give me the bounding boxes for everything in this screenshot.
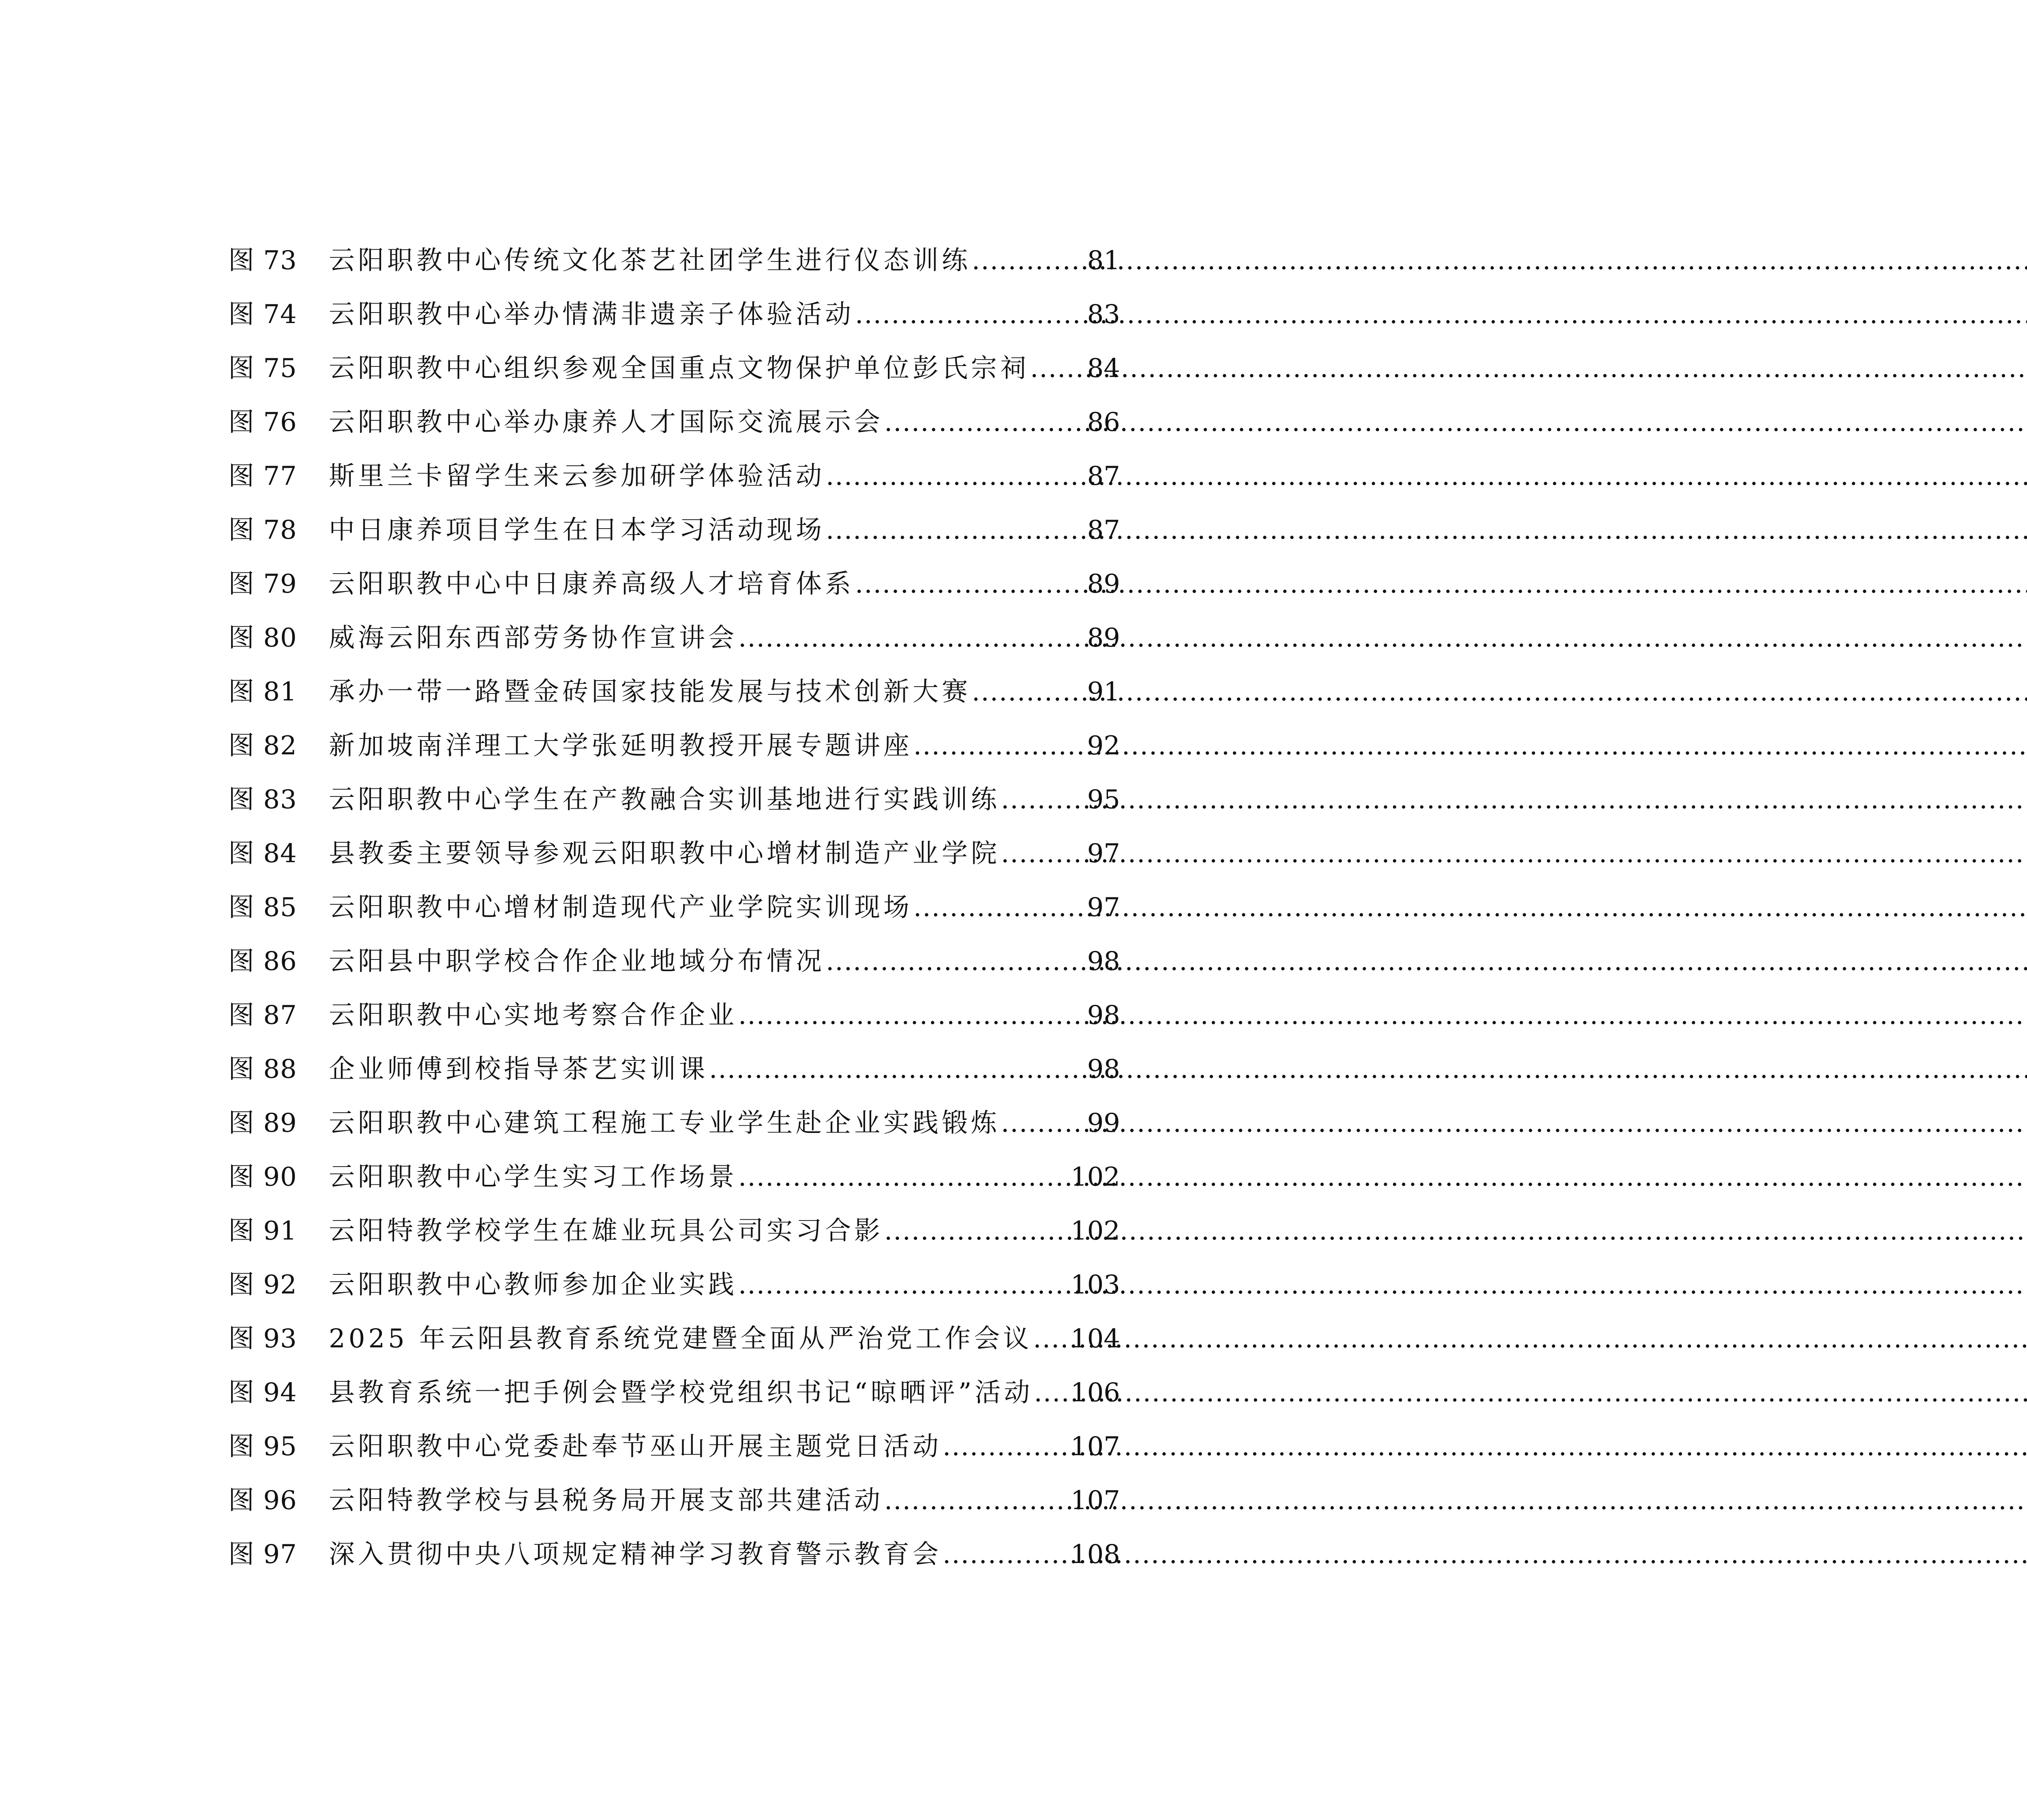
page-number: 87 <box>1087 515 1120 545</box>
figure-entry <box>228 342 1120 396</box>
figure-caption: 云阳职教中心教师参加企业实践 <box>329 1270 737 1300</box>
page-number: 103 <box>1070 1270 1120 1300</box>
page-number: 87 <box>1087 461 1120 491</box>
dot-leader <box>738 1150 1070 1204</box>
dot-leader <box>913 719 1086 773</box>
figure-caption: 云阳职教中心实地考察合作企业 <box>329 1000 737 1030</box>
figure-entry <box>228 719 1120 773</box>
page-number: 98 <box>1087 946 1120 976</box>
figure-number: 图 80 <box>228 623 297 653</box>
figure-caption: 承办一带一路暨金砖国家技能发展与技术创新大赛 <box>329 677 971 707</box>
figure-number: 图 76 <box>228 407 297 437</box>
dot-leader <box>855 557 1086 611</box>
figure-caption: 2025 年云阳县教育系统党建暨全面从严治党工作会议 <box>329 1324 1033 1354</box>
figure-caption: 中日康养项目学生在日本学习活动现场 <box>329 515 825 545</box>
figure-entry <box>228 234 1120 288</box>
figure-entry <box>228 1096 1120 1150</box>
dot-leader <box>738 989 1086 1043</box>
dot-leader <box>826 450 1086 503</box>
dot-leader <box>1001 827 1086 881</box>
figure-number: 图 94 <box>228 1378 297 1408</box>
figure-number: 图 73 <box>228 246 297 276</box>
figure-caption: 云阳职教中心举办康养人才国际交流展示会 <box>329 407 883 437</box>
figure-caption: 新加坡南洋理工大学张延明教授开展专题讲座 <box>329 731 913 761</box>
figure-entry <box>228 827 1120 881</box>
figure-number: 图 96 <box>228 1486 297 1516</box>
figure-entry <box>228 1043 1120 1096</box>
dot-leader <box>826 935 1086 989</box>
figure-caption: 深入贯彻中央八项规定精神学习教育警示教育会 <box>329 1540 942 1569</box>
page-number: 108 <box>1070 1540 1120 1569</box>
figure-caption: 云阳特教学校与县税务局开展支部共建活动 <box>329 1486 883 1516</box>
figure-entry <box>228 1420 1120 1474</box>
figure-caption: 云阳职教中心中日康养高级人才培育体系 <box>329 569 854 599</box>
figure-entry <box>228 450 1120 503</box>
dot-leader <box>826 503 1086 557</box>
dot-leader <box>738 1258 1070 1312</box>
page-number: 95 <box>1087 785 1120 815</box>
figure-number: 图 95 <box>228 1432 297 1462</box>
figure-entry <box>228 288 1120 342</box>
figure-entry <box>228 1204 1120 1258</box>
figure-caption: 企业师傅到校指导茶艺实训课 <box>329 1054 708 1084</box>
figure-entry <box>228 1528 1120 1582</box>
figure-list <box>228 234 1120 1582</box>
figure-number: 图 81 <box>228 677 297 707</box>
figure-caption: 云阳职教中心举办情满非遗亲子体验活动 <box>329 300 854 330</box>
figure-caption: 云阳职教中心学生实习工作场景 <box>329 1162 737 1192</box>
figure-number: 图 86 <box>228 946 297 976</box>
dot-leader <box>943 1528 1070 1582</box>
figure-number: 图 79 <box>228 569 297 599</box>
figure-number: 图 74 <box>228 300 297 330</box>
dot-leader <box>1001 773 1086 827</box>
page-number: 86 <box>1087 407 1120 437</box>
page-number: 107 <box>1070 1486 1120 1516</box>
dot-leader <box>1034 1366 1069 1420</box>
figure-number: 图 92 <box>228 1270 297 1300</box>
figure-entry <box>228 611 1120 665</box>
page-number: 97 <box>1087 839 1120 869</box>
figure-number: 图 89 <box>228 1108 297 1138</box>
page-number: 97 <box>1087 893 1120 923</box>
dot-leader <box>738 611 1086 665</box>
page-number: 92 <box>1087 731 1120 761</box>
page-number: 98 <box>1087 1054 1120 1084</box>
dot-leader <box>1033 1312 1070 1366</box>
figure-caption: 威海云阳东西部劳务协作宣讲会 <box>329 623 737 653</box>
figure-number: 图 87 <box>228 1000 297 1030</box>
figure-number: 图 78 <box>228 515 297 545</box>
figure-entry <box>228 665 1120 719</box>
figure-caption: 县教委主要领导参观云阳职教中心增材制造产业学院 <box>329 839 1000 869</box>
page-number: 99 <box>1087 1108 1120 1138</box>
page-number: 104 <box>1070 1324 1120 1354</box>
page-number: 102 <box>1070 1216 1120 1246</box>
page-number: 89 <box>1087 569 1120 599</box>
figure-caption: 县教育系统一把手例会暨学校党组织书记“晾晒评”活动 <box>329 1378 1033 1408</box>
figure-entry <box>228 1150 1120 1204</box>
dot-leader <box>943 1420 1070 1474</box>
figure-number: 图 77 <box>228 461 297 491</box>
figure-number: 图 85 <box>228 893 297 923</box>
figure-number: 图 90 <box>228 1162 297 1192</box>
figure-entry <box>228 557 1120 611</box>
page-number: 107 <box>1070 1432 1120 1462</box>
figure-caption: 云阳职教中心传统文化茶艺社团学生进行仪态训练 <box>329 246 971 276</box>
figure-caption: 云阳特教学校学生在雄业玩具公司实习合影 <box>329 1216 883 1246</box>
figure-entry <box>228 503 1120 557</box>
figure-caption: 云阳职教中心建筑工程施工专业学生赴企业实践锻炼 <box>329 1108 1000 1138</box>
page-number: 84 <box>1087 353 1120 383</box>
figure-caption: 云阳职教中心党委赴奉节巫山开展主题党日活动 <box>329 1432 942 1462</box>
figure-number: 图 83 <box>228 785 297 815</box>
figure-number: 图 93 <box>228 1324 297 1354</box>
figure-entry <box>228 396 1120 450</box>
dot-leader <box>884 396 1086 450</box>
figure-number: 图 75 <box>228 353 297 383</box>
figure-entry <box>228 881 1120 935</box>
dot-leader <box>972 234 1086 288</box>
dot-leader <box>1030 342 1086 396</box>
figure-number: 图 82 <box>228 731 297 761</box>
dot-leader <box>913 881 1086 935</box>
dot-leader <box>884 1204 1070 1258</box>
figure-entry <box>228 1312 1120 1366</box>
page-number: 81 <box>1087 246 1120 276</box>
figure-caption: 云阳职教中心增材制造现代产业学院实训现场 <box>329 893 913 923</box>
page-number: 106 <box>1070 1378 1120 1408</box>
page-number: 102 <box>1070 1162 1120 1192</box>
figure-caption: 云阳职教中心学生在产教融合实训基地进行实践训练 <box>329 785 1000 815</box>
figure-entry <box>228 935 1120 989</box>
dot-leader <box>855 288 1086 342</box>
dot-leader <box>1001 1096 1086 1150</box>
figure-caption: 云阳职教中心组织参观全国重点文物保护单位彭氏宗祠 <box>329 353 1029 383</box>
dot-leader <box>709 1043 1086 1096</box>
figure-number: 图 88 <box>228 1054 297 1084</box>
figure-number: 图 97 <box>228 1540 297 1569</box>
figure-number: 图 91 <box>228 1216 297 1246</box>
figure-entry <box>228 773 1120 827</box>
page-number: 89 <box>1087 623 1120 653</box>
figure-entry <box>228 1474 1120 1528</box>
figure-number: 图 84 <box>228 839 297 869</box>
page-number: 91 <box>1087 677 1120 707</box>
figure-caption: 斯里兰卡留学生来云参加研学体验活动 <box>329 461 825 491</box>
figure-entry <box>228 1366 1120 1420</box>
figure-caption: 云阳县中职学校合作企业地域分布情况 <box>329 946 825 976</box>
page-number: 83 <box>1087 300 1120 330</box>
figure-entry <box>228 989 1120 1043</box>
figure-entry <box>228 1258 1120 1312</box>
dot-leader <box>884 1474 1070 1528</box>
page-number: 98 <box>1087 1000 1120 1030</box>
dot-leader <box>972 665 1086 719</box>
